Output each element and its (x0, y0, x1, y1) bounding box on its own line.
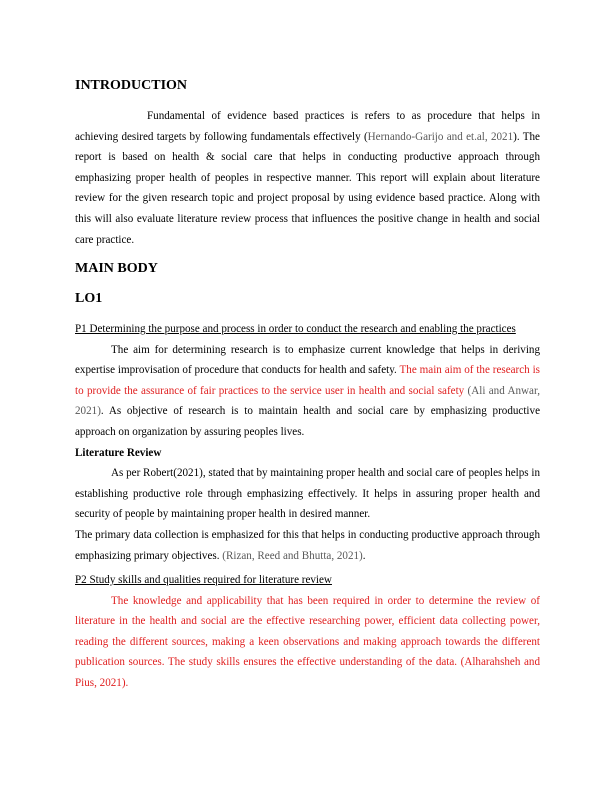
introduction-paragraph (75, 106, 540, 250)
lo1-heading: LO1 (75, 291, 103, 307)
p1-text-a: The aim for determining research is to emphasize current knowledge that helps in deriving expertise improvisation of procedure that conducts for health and safety. (75, 343, 540, 377)
p2-subheading: P2 Study skills and qualities required for literature review (75, 574, 332, 587)
lr-text-a: The primary data collection is emphasized for this that helps in conducting productive approach through emphasizing primary objectives. (75, 528, 540, 562)
introduction-text-b: ). The report is based on health & social care that helps in conducting productive approach through emphasizing proper health of peoples in respective manner. This report will explain about literature review for the given research topic and project proposal by using evidence based practice. Along with this will also evaluate literature review process that influences the positive change in health and social care practice. (75, 130, 540, 246)
p1-citation: (Ali and Anwar, 2021) (75, 384, 540, 418)
p1-highlight-text: The main aim of the research is to provide the assurance of fair practices to the service user in health and social safety (75, 364, 540, 397)
p2-paragraph: The knowledge and applicability that has been required in order to determine the review of literature in the health and social are the effective researching power, efficient data collecting power, reading the different sources, making a keen observations and making approach towards the different publication sources. The study skills ensures the effective understanding of the data. (Alharahsheh and Pius, 2021). (75, 594, 540, 689)
lr-text-b: . (362, 549, 366, 562)
main-body-heading: MAIN BODY (75, 261, 158, 277)
literature-review-paragraph-1: As per Robert(2021), stated that by maintaining proper health and social care of peoples helps in establishing productive role through emphasizing effectively. It helps in assuring proper health and security of people by maintaining proper health in desired manner. (75, 467, 540, 521)
p1-text-b: . As objective of research is to maintain health and social care by emphasizing productive approach on organization by assuring peoples lives. (75, 405, 540, 438)
p1-subheading: P1 Determining the purpose and process in order to conduct the research and enabling the practices (75, 323, 516, 336)
p1-paragraph (75, 340, 540, 443)
document-body (75, 77, 540, 693)
literature-review-heading: Literature Review (75, 446, 162, 459)
introduction-citation: Hernando-Garijo and et.al, 2021 (367, 130, 514, 143)
introduction-heading: INTRODUCTION (75, 78, 188, 93)
literature-review-paragraph-2 (75, 525, 540, 566)
lr-citation: (Rizan, Reed and Bhutta, 2021) (222, 549, 363, 562)
introduction-text-a: Fundamental of evidence based practices is refers to as procedure that helps in achieving desired targets by following fundamentals effectively ( (75, 110, 540, 143)
